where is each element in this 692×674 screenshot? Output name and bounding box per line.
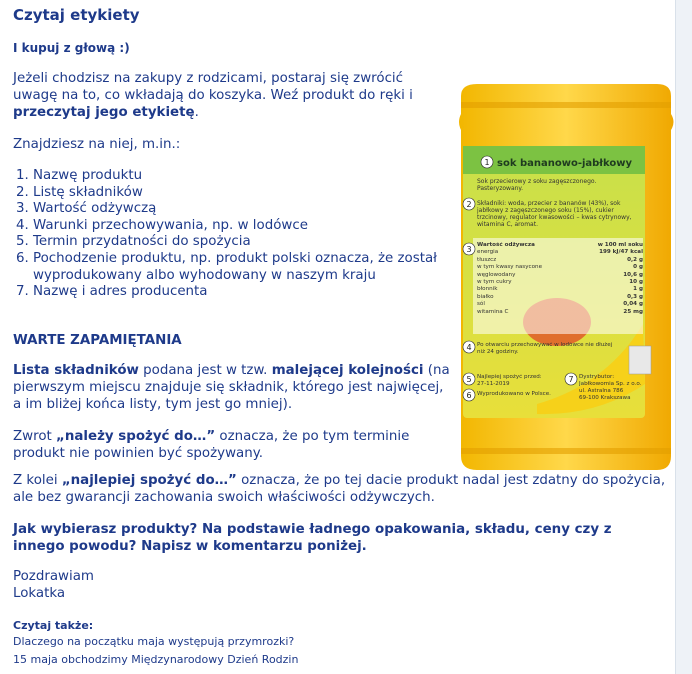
p3-bold: „najlepiej spożyć do…” <box>61 473 237 488</box>
svg-text:7: 7 <box>568 375 574 384</box>
label-product-name: sok bananowo-jabłkowy <box>497 158 633 169</box>
see-also-title: Czytaj także: <box>13 619 94 632</box>
label-info-list <box>13 168 463 301</box>
intro-text: Jeżeli chodzisz na zakupy z rodzicami, postaraj się zwrócić uwagę na to, co wkładają do koszyka. Weź produkt do ręki i <box>13 71 413 103</box>
nutrition-row <box>477 286 643 293</box>
list-item: 1. Nazwę produktu <box>33 168 463 185</box>
list-item: 4. Warunki przechowywania, np. w lodówce <box>33 218 463 235</box>
p1-bold1: Lista składników <box>13 363 139 378</box>
p1-text1: podana jest w tzw. <box>138 363 272 378</box>
nutrition-value: 0,04 g <box>623 301 643 308</box>
juice-bottle-illustration <box>457 84 676 470</box>
p3-text1: Z kolei <box>13 473 62 488</box>
nutrition-row <box>477 279 643 286</box>
producer-line: ul. Astralna 786 <box>579 388 624 394</box>
svg-text:2: 2 <box>466 200 472 209</box>
svg-text:4: 4 <box>466 343 472 352</box>
svg-text:6: 6 <box>466 391 472 400</box>
nutrition-name: energia <box>477 249 499 256</box>
nutrition-name: witamina C <box>477 308 509 315</box>
nutrition-value: 0,3 g <box>627 293 643 300</box>
article-title: Czytaj etykiety <box>13 6 140 24</box>
svg-text:3: 3 <box>466 245 472 254</box>
list-item: 6. Pochodzenie produktu, np. produkt polski oznacza, że został wyprodukowany albo wyhodowany w naszym kraju <box>33 251 463 284</box>
greeting-block <box>13 568 94 602</box>
nutrition-row <box>477 249 643 256</box>
nutrition-value: 10 g <box>629 279 643 286</box>
svg-text:5: 5 <box>466 375 472 384</box>
nutrition-name: sól <box>477 301 485 308</box>
nutrition-name: w tym cukry <box>477 279 512 286</box>
list-item: 2. Listę składników <box>33 185 463 202</box>
label-best-before <box>477 374 567 388</box>
p2-text2: oznacza, że po tym terminie produkt nie powinien być spożywany. <box>13 429 410 461</box>
right-scrollbar[interactable] <box>675 0 692 674</box>
nutrition-value: 10,6 g <box>623 271 643 278</box>
intro-paragraph <box>13 70 443 121</box>
p2-text1: Zwrot <box>13 429 57 444</box>
best-before-date: 27-11-2019 <box>477 381 510 387</box>
nutrition-row <box>477 294 643 301</box>
label-desc: Sok przecierowy z soku zagęszczonego. Pasteryzowany. <box>477 178 597 192</box>
nutrition-name: w tym kwasy nasycone <box>477 264 543 271</box>
p1-text2: (na pierwszym miejscu znajduje się składnik, którego jest najwięcej, a im bliżej końca listy, tym jest go mniej). <box>13 363 450 412</box>
nutrition-row <box>477 257 643 264</box>
label-storage: Po otwarciu przechowywać w lodówce nie dłużej niż 24 godziny. <box>477 342 613 355</box>
best-before-paragraph <box>13 472 673 506</box>
producer-line: Dystrybutor: <box>579 374 615 380</box>
nutrition-name: białko <box>477 293 494 300</box>
ingredients-paragraph <box>13 362 453 413</box>
see-also-link[interactable]: 15 maja obchodzimy Międzynarodowy Dzień Rodzin <box>13 653 299 666</box>
label-ingredients: Składniki: woda, przecier z bananów (43%), sok jabłkowy z zagęszczonego soku (15%), cukier trzcinowy, regulator kwasowości – kwas cytrynowy, witamina C, aromat. <box>477 200 632 228</box>
question-paragraph: Jak wybierasz produkty? Na podstawie ładnego opakowania, składu, ceny czy z innego powodu? Napisz w komentarzu poniżej. <box>13 522 612 554</box>
nutrition-row <box>477 309 643 316</box>
label-producer <box>579 374 651 402</box>
section-title: WARTE ZAPAMIĘTANIA <box>13 333 182 348</box>
label-origin: Wyprodukowano w Polsce. <box>477 391 551 397</box>
nutrition-name: błonnik <box>477 286 498 293</box>
list-item: 5. Termin przydatności do spożycia <box>33 234 463 251</box>
nutrition-value: 0,2 g <box>627 256 643 263</box>
nutrition-header-label: Wartość odżywcza <box>477 242 535 248</box>
p2-bold: „należy spożyć do…” <box>56 429 216 444</box>
find-text: Znajdziesz na niej, m.in.: <box>13 137 181 152</box>
nutrition-row <box>477 301 643 308</box>
intro-bold: przeczytaj jego etykietę <box>13 105 195 120</box>
nutrition-value: 25 mg <box>623 308 643 315</box>
list-item: 7. Nazwę i adres producenta <box>33 284 463 301</box>
greeting: Pozdrawiam <box>13 569 94 584</box>
nutrition-row <box>477 264 643 271</box>
see-also-link[interactable]: Dlaczego na początku maja występują przymrozki? <box>13 635 295 648</box>
article-subtitle: I kupuj z głową :) <box>13 41 130 55</box>
juice-bottle-image <box>457 84 676 470</box>
nutrition-value: 0 g <box>633 264 643 271</box>
nutrition-header-unit: w 100 ml soku <box>597 242 643 248</box>
nutrition-table <box>477 242 643 316</box>
nutrition-value: 1 g <box>633 286 643 293</box>
nutrition-row <box>477 272 643 279</box>
intro-end: . <box>194 105 199 120</box>
nutrition-name: węglowodany <box>477 271 516 278</box>
use-by-paragraph <box>13 428 433 462</box>
producer-line: 69-100 Krakszawa <box>579 395 631 401</box>
producer-line: Jabłkowomia Sp. z o.o. <box>579 381 642 387</box>
best-before-label: Najlepiej spożyć przed: <box>477 374 542 380</box>
nutrition-value: 199 kJ/47 kcal <box>599 249 643 256</box>
nutrition-name: tłuszcz <box>477 256 497 263</box>
signature: Lokatka <box>13 586 66 601</box>
p1-bold2: malejącej kolejności <box>271 363 424 378</box>
p3-text2: oznacza, że po tej dacie produkt nadal jest zdatny do spożycia, ale bez gwarancji zachowania swoich właściwości odżywczych. <box>13 473 666 505</box>
list-item: 3. Wartość odżywczą <box>33 201 463 218</box>
svg-text:1: 1 <box>484 158 490 167</box>
